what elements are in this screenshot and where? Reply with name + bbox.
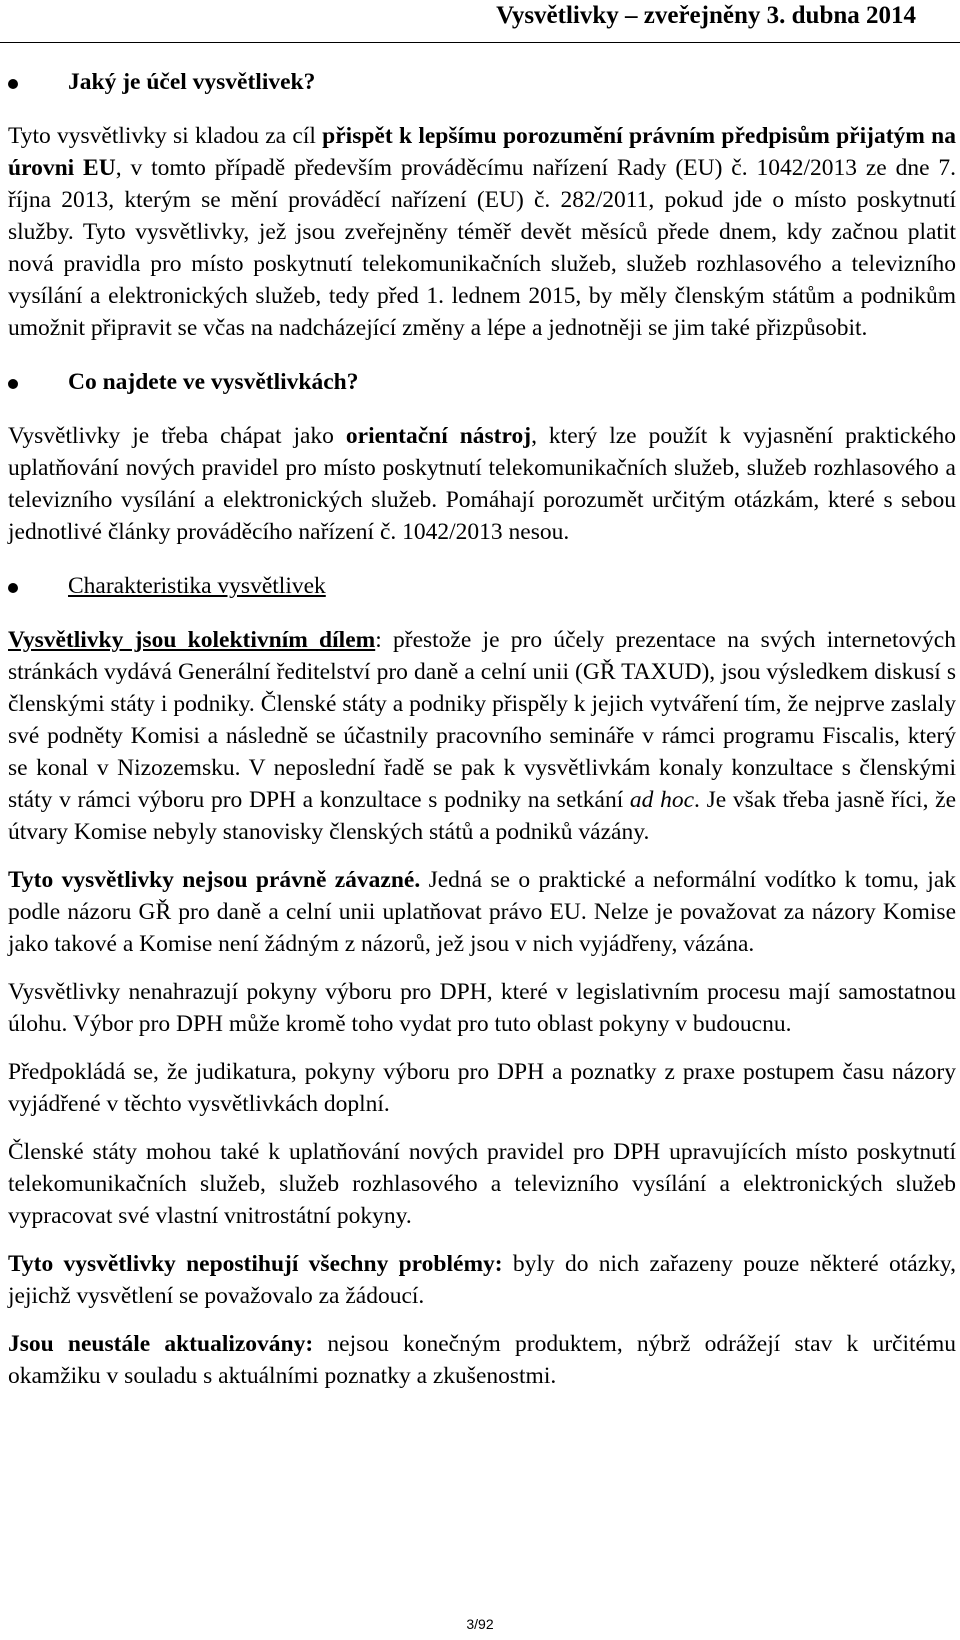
paragraph-contents: Vysvětlivky je třeba chápat jako orientační nástroj, který lze použít k vyjasnění praktického uplatňování nových pravidel pro místo poskytnutí telekomunikačních služeb, služeb rozhlasového a televizního vysílání a elektronických služeb. Pomáhají porozumět určitým otázkám, které s sebou jednotlivé články prováděcího nařízení č. 1042/2013 nesou. <box>8 423 957 545</box>
paragraph-case-law: Předpokládá se, že judikatura, pokyny výboru pro DPH a poznatky z praxe postupem času názory vyjádřené v těchto vysvětlivkách doplní. <box>8 1059 956 1117</box>
page-number: 3/92 <box>466 1616 494 1632</box>
paragraph-updated: Jsou neustále aktualizovány: nejsou konečným produktem, nýbrž odrážejí stav k určitému okamžiku v souladu s aktuálními poznatky a zkušenostmi. <box>8 1331 956 1389</box>
section-heading-purpose: Jaký je účel vysvětlivek? <box>8 66 956 98</box>
page-header <box>0 0 960 43</box>
section-heading-contents: Co najdete ve vysvětlivkách? <box>8 366 956 398</box>
paragraph-purpose: Tyto vysvětlivky si kladou za cíl přispět k lepšímu porozumění právním předpisům přijatým na úrovni EU, v tomto případě především prováděcímu nařízení Rady (EU) č. 1042/2013 ze dne 7. října 2013, kterým se mění prováděcí nařízení (EU) č. 282/2011, pokud jde o místo poskytnutí služby. Tyto vysvětlivky, jež jsou zveřejněny téměř devět měsíců přede dnem, kdy začnou platit nová pravidla pro místo poskytnutí telekomunikačních služeb, služeb rozhlasového a televizního vysílání a elektronických služeb, tedy před 1. lednem 2015, by měly členským státům a podnikům umožnit připravit se včas na nadcházející změny a lépe a jednotněji se jim také přizpůsobit. <box>8 123 956 341</box>
paragraph-not-all-problems: Tyto vysvětlivky nepostihují všechny problémy: byly do nich zařazeny pouze některé otázky, jejichž vysvětlení se považovalo za žádoucí. <box>8 1251 957 1309</box>
bullet-icon <box>8 379 18 389</box>
paragraph-not-binding: Tyto vysvětlivky nejsou právně závazné. Jedná se o praktické a neformální vodítko k tomu, jak podle názoru GŘ pro daně a celní unii uplatňovat právo EU. Nelze je považovat za názory Komise jako takové a Komise není žádným z názorů, jež jsou v nich vyjádřeny, vázána. <box>8 867 956 957</box>
bullet-icon <box>8 583 18 593</box>
section-heading-characteristics: Charakteristika vysvětlivek <box>8 570 956 602</box>
paragraph-member-states: Členské státy mohou také k uplatňování nových pravidel pro DPH upravujících místo poskytnutí telekomunikačních služeb, služeb rozhlasového a televizního vysílání a elektronických služeb vypracovat své vlastní vnitrostátní pokyny. <box>8 1139 956 1229</box>
paragraph-vat-committee: Vysvětlivky nenahrazují pokyny výboru pro DPH, které v legislativním procesu mají samostatnou úlohu. Výbor pro DPH může kromě toho vydat pro tuto oblast pokyny v budoucnu. <box>8 979 956 1037</box>
document-body <box>8 44 956 1392</box>
paragraph-collective-work: Vysvětlivky jsou kolektivním dílem: přestože je pro účely prezentace na svých internetových stránkách vydává Generální ředitelství pro daně a celní unii (GŘ TAXUD), jsou výsledkem diskusí s členskými státy i podniky. Členské státy a podniky přispěly k jejich vytváření tím, že nejprve zaslaly své podněty Komisi a následně se účastnily pracovního semináře v rámci programu Fiscalis, který se konal v Nizozemsku. V neposlední řadě se pak k vysvětlivkám konaly konzultace s členskými státy v rámci výboru pro DPH a konzultace s podniky na setkání ad hoc. Je však třeba jasně říci, že útvary Komise nebyly stanovisky členských států a podniků vázány. <box>8 627 956 845</box>
header-title: Vysvětlivky – zveřejněny 3. dubna 2014 <box>496 2 916 29</box>
bullet-icon <box>8 79 18 89</box>
